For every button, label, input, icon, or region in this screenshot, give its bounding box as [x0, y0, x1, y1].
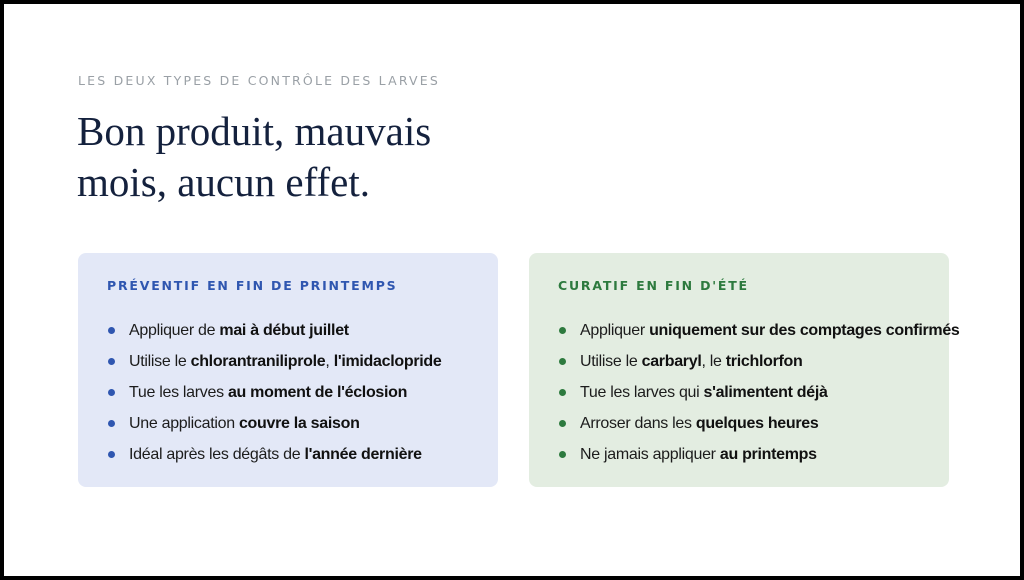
list-item [107, 315, 441, 346]
bullet-icon [108, 451, 115, 458]
item-emphasis: l'imidaclopride [333, 353, 442, 370]
bullet-icon [559, 420, 566, 427]
item-emphasis: couvre la saison [238, 415, 360, 432]
bullet-icon [559, 451, 566, 458]
bullet-icon [559, 327, 566, 334]
item-text: Idéal après les dégâts de [129, 446, 305, 463]
item-text: Arroser dans les [580, 415, 696, 432]
preventive-list [107, 315, 441, 470]
list-item [558, 439, 960, 470]
item-text: Appliquer de [129, 322, 220, 339]
slide-title [77, 106, 537, 208]
bullet-icon [559, 389, 566, 396]
item-text: Utilise le [580, 353, 642, 370]
item-emphasis: s'alimentent déjà [703, 384, 828, 401]
item-text: Une application [129, 415, 239, 432]
bullet-icon [108, 327, 115, 334]
item-emphasis: trichlorfon [725, 353, 803, 370]
list-item [107, 439, 441, 470]
item-text: Appliquer [580, 322, 650, 339]
title-line-2: mois, aucun effet. [77, 159, 370, 205]
item-emphasis: mai à début juillet [219, 322, 349, 339]
item-emphasis: quelques heures [695, 415, 819, 432]
bullet-icon [108, 358, 115, 365]
item-text: Utilise le [129, 353, 191, 370]
list-item [558, 346, 960, 377]
slide [4, 4, 1020, 576]
bullet-icon [559, 358, 566, 365]
curative-card-title: CURATIF EN FIN D'ÉTÉ [558, 278, 749, 293]
item-text: Ne jamais appliquer [580, 446, 720, 463]
list-item [558, 408, 960, 439]
curative-card [529, 253, 960, 487]
item-emphasis: l'année dernière [304, 446, 422, 463]
preventive-card [78, 253, 498, 487]
item-emphasis: uniquement sur des comptages confirmés [649, 322, 960, 339]
curative-list [558, 315, 960, 470]
list-item [107, 346, 441, 377]
title-line-1: Bon produit, mauvais [77, 108, 432, 154]
item-emphasis: carbaryl [641, 353, 702, 370]
list-item [107, 408, 441, 439]
bullet-icon [108, 420, 115, 427]
item-emphasis: au printemps [719, 446, 817, 463]
preventive-card-title: PRÉVENTIF EN FIN DE PRINTEMPS [107, 278, 398, 293]
item-emphasis: chlorantraniliprole [190, 353, 326, 370]
item-text: Tue les larves qui [580, 384, 704, 401]
list-item [558, 377, 960, 408]
item-text: Tue les larves [129, 384, 228, 401]
list-item [558, 315, 960, 346]
item-emphasis: au moment de l'éclosion [227, 384, 408, 401]
item-text: , le [701, 353, 726, 370]
bullet-icon [108, 389, 115, 396]
item-text: , [325, 353, 334, 370]
list-item [107, 377, 441, 408]
eyebrow-label: LES DEUX TYPES DE CONTRÔLE DES LARVES [78, 73, 441, 88]
